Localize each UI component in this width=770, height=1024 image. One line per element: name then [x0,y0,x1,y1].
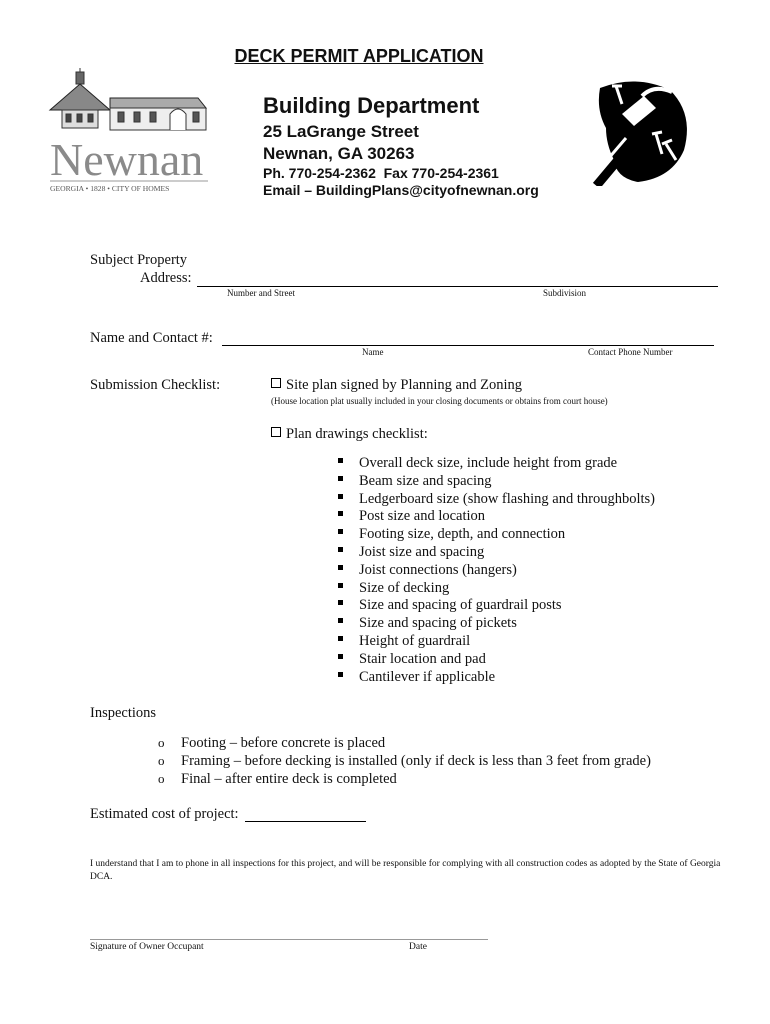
list-item: Size and spacing of guardrail posts [338,597,655,615]
list-item: o Footing – before concrete is placed [158,735,386,751]
hammer-nails-icon [586,74,694,186]
square-bullet-icon [338,565,343,570]
name-contact-input-line[interactable] [222,345,714,346]
square-bullet-icon [338,511,343,516]
checklist-item-plan-drawings[interactable] [271,426,428,443]
address-sublabel-street: Number and Street [227,288,295,298]
list-item: Overall deck size, include height from grade [338,455,655,473]
inspections-label: Inspections [90,705,157,721]
list-item: Post size and location [338,508,655,526]
list-item: Cantilever if applicable [338,669,655,687]
signature-input-line[interactable] [90,939,488,940]
square-bullet-icon [338,458,343,463]
circle-bullet-icon: o [158,735,165,750]
list-item: Footing size, depth, and connection [338,526,655,544]
square-bullet-icon [338,654,343,659]
list-item: Size and spacing of pickets [338,615,655,633]
list-item: Ledgerboard size (show flashing and throughbolts) [338,491,655,509]
page-title: DECK PERMIT APPLICATION [234,46,484,66]
phone-sublabel: Contact Phone Number [588,347,673,357]
name-sublabel: Name [362,347,384,357]
city-tagline: GEORGIA • 1828 • CITY OF HOMES [50,184,170,193]
estimated-cost-label: Estimated cost of project: [90,806,239,822]
list-item: Joist size and spacing [338,544,655,562]
date-label: Date [409,942,427,952]
subject-property-label: Subject Property [90,252,188,268]
city-hall-logo-graphic [48,68,210,198]
list-item: Beam size and spacing [338,473,655,491]
square-bullet-icon [338,672,343,677]
square-bullet-icon [338,618,343,623]
list-item: Joist connections (hangers) [338,562,655,580]
checklist-item-label: Site plan signed by Planning and Zoning [286,377,523,393]
list-item: o Final – after entire deck is completed [158,770,397,787]
circle-bullet-icon: o [158,770,165,786]
department-phone-fax: Ph. 770-254-2362 Fax 770-254-2361 [263,165,499,181]
site-plan-note: (House location plat usually included in your closing documents or obtains from court house) [271,396,608,406]
list-item: o Framing – before decking is installed (only if deck is less than 3 feet from grade) [158,752,651,769]
address-input-line[interactable] [197,286,718,287]
department-city: Newnan, GA 30263 [263,144,415,163]
square-bullet-icon [338,600,343,605]
estimated-cost-input-line[interactable] [245,821,366,822]
checklist-item-site-plan[interactable] [271,377,522,394]
square-bullet-icon [338,583,343,588]
square-bullet-icon [338,476,343,481]
square-bullet-icon [338,529,343,534]
list-item: Stair location and pad [338,651,655,669]
checkbox-icon[interactable] [271,378,281,388]
department-email: Email – BuildingPlans@cityofnewnan.org [263,182,539,198]
signature-label: Signature of Owner Occupant [90,942,204,952]
address-label: Address: [140,270,192,286]
name-contact-label: Name and Contact #: [90,330,213,346]
address-sublabel-subdivision: Subdivision [543,288,587,298]
square-bullet-icon [338,547,343,552]
hammer-nails-logo [586,74,694,186]
acknowledgement-statement: I understand that I am to phone in all inspections for this project, and will be responsible for complying with all construction codes as adopted by the State of Georgia DCA. [90,859,721,882]
inspections-list [158,735,651,788]
department-name: Building Department [263,93,480,118]
checkbox-icon[interactable] [271,427,281,437]
checklist-item-label: Plan drawings checklist: [286,426,428,442]
city-name-wordmark: Newnan [50,134,204,185]
list-item: Size of decking [338,580,655,598]
plan-drawings-list [338,455,655,686]
circle-bullet-icon: o [158,752,165,768]
list-item: Height of guardrail [338,633,655,651]
square-bullet-icon [338,636,343,641]
department-street: 25 LaGrange Street [263,122,419,141]
city-hall-logo [48,68,210,198]
submission-checklist-label: Submission Checklist: [90,377,221,393]
square-bullet-icon [338,494,343,499]
